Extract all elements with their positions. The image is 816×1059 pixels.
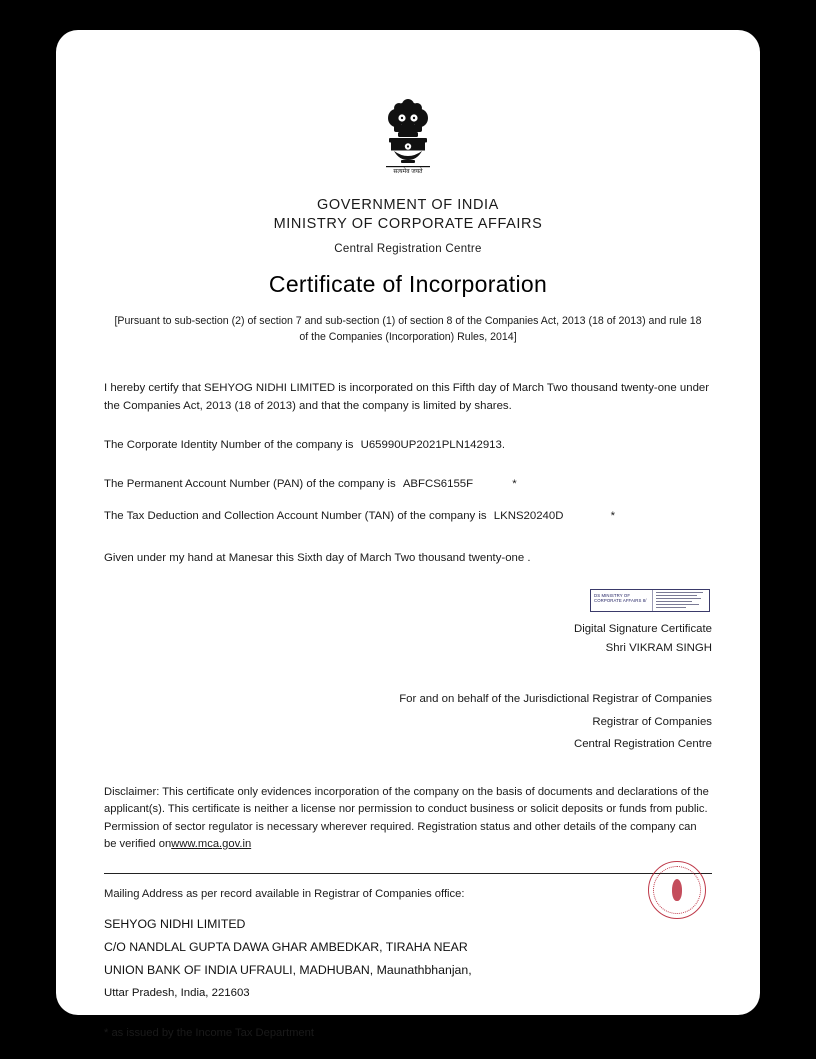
pan-line	[104, 475, 712, 493]
cin-label: The Corporate Identity Number of the company is	[104, 439, 354, 451]
section-divider	[104, 873, 712, 874]
address-line: C/O NANDLAL GUPTA DAWA GHAR AMBEDKAR, TIRAHA NEAR	[104, 939, 468, 954]
footnote-text: * as issued by the Income Tax Department	[104, 1026, 314, 1039]
address-line: Uttar Pradesh, India, 221603	[104, 986, 250, 999]
red-round-seal-icon	[648, 861, 706, 919]
pan-value: ABFCS6155F	[402, 478, 474, 490]
dsc-caption: Digital Signature Certificate	[573, 623, 712, 635]
cin-value: U65990UP2021PLN142913.	[360, 439, 506, 451]
registration-centre-line: Central Registration Centre	[334, 243, 482, 255]
government-line-1: GOVERNMENT OF INDIA	[317, 197, 499, 213]
digital-signature-stamp-text	[591, 590, 653, 611]
crc-footer-line: Central Registration Centre	[573, 738, 712, 750]
registrar-block	[104, 688, 712, 756]
pan-label: The Permanent Account Number (PAN) of the company is	[104, 478, 396, 490]
given-under-hand-line: Given under my hand at Manesar this Sixth day of March Two thousand twenty-one .	[104, 552, 531, 564]
government-line-2: MINISTRY OF CORPORATE AFFAIRS	[273, 216, 543, 232]
certify-statement: I hereby certify that SEHYOG NIDHI LIMITED is incorporated on this Fifth day of March Two thousand twenty-one under the Companies Act, 2013 (18 of 2013) and that the company is limited by shares.	[104, 382, 710, 412]
emblem-container	[104, 94, 712, 190]
india-state-emblem-icon	[376, 94, 440, 190]
behalf-line: For and on behalf of the Jurisdictional Registrar of Companies	[399, 693, 712, 705]
seal-core	[672, 879, 682, 901]
cin-line	[104, 436, 712, 454]
signatory-name: Shri VIKRAM SINGH	[605, 642, 712, 654]
mailing-address-heading: Mailing Address as per record available in Registrar of Companies office:	[104, 887, 465, 900]
registrar-line: Registrar of Companies	[592, 715, 712, 728]
page-title: Certificate of Incorporation	[268, 271, 548, 297]
mca-website-link[interactable]: www.mca.gov.in	[171, 838, 252, 850]
signature-caption-block	[104, 620, 712, 658]
disclaimer-block	[104, 784, 712, 854]
certificate-body	[104, 379, 712, 567]
tan-label: The Tax Deduction and Collection Account Number (TAN) of the company is	[104, 510, 487, 522]
address-line: SEHYOG NIDHI LIMITED	[104, 916, 246, 931]
pan-footnote-marker: *	[512, 478, 517, 490]
address-line: UNION BANK OF INDIA UFRAULI, MADHUBAN, Maunathbhanjan,	[104, 962, 472, 977]
signature-scribble-icon	[653, 590, 709, 611]
mailing-address-block	[104, 913, 712, 1005]
svg-text:सत्यमेव जयते: सत्यमेव जयते	[393, 169, 423, 175]
digital-signature-row	[104, 589, 712, 612]
pursuant-text: [Pursuant to sub-section (2) of section 7 and sub-section (1) of section 8 of the Companies Act, 2013 (18 of 2013) and rule 18 of the Companies (Incorporation) Rules, 2014]	[114, 315, 702, 343]
tan-footnote-marker: *	[610, 510, 616, 522]
certificate-page	[56, 30, 760, 1039]
disclaimer-text: Disclaimer: This certificate only evidences incorporation of the company on the basis of documents and declarations of the applicant(s). This certificate is neither a license nor permission to conduct business or solicit deposits or funds from public. Permission of sector regulator is necessary wherever required. Registration status and other details of the company can be verified on	[104, 785, 709, 850]
dsc-stamp-line-1: DS MINISTRY OF	[594, 593, 631, 598]
digital-signature-stamp	[590, 589, 710, 612]
dsc-stamp-line-2: CORPORATE AFFAIRS 8/	[594, 598, 647, 604]
tan-value: LKNS20240D	[493, 510, 564, 522]
tan-line	[104, 507, 712, 525]
